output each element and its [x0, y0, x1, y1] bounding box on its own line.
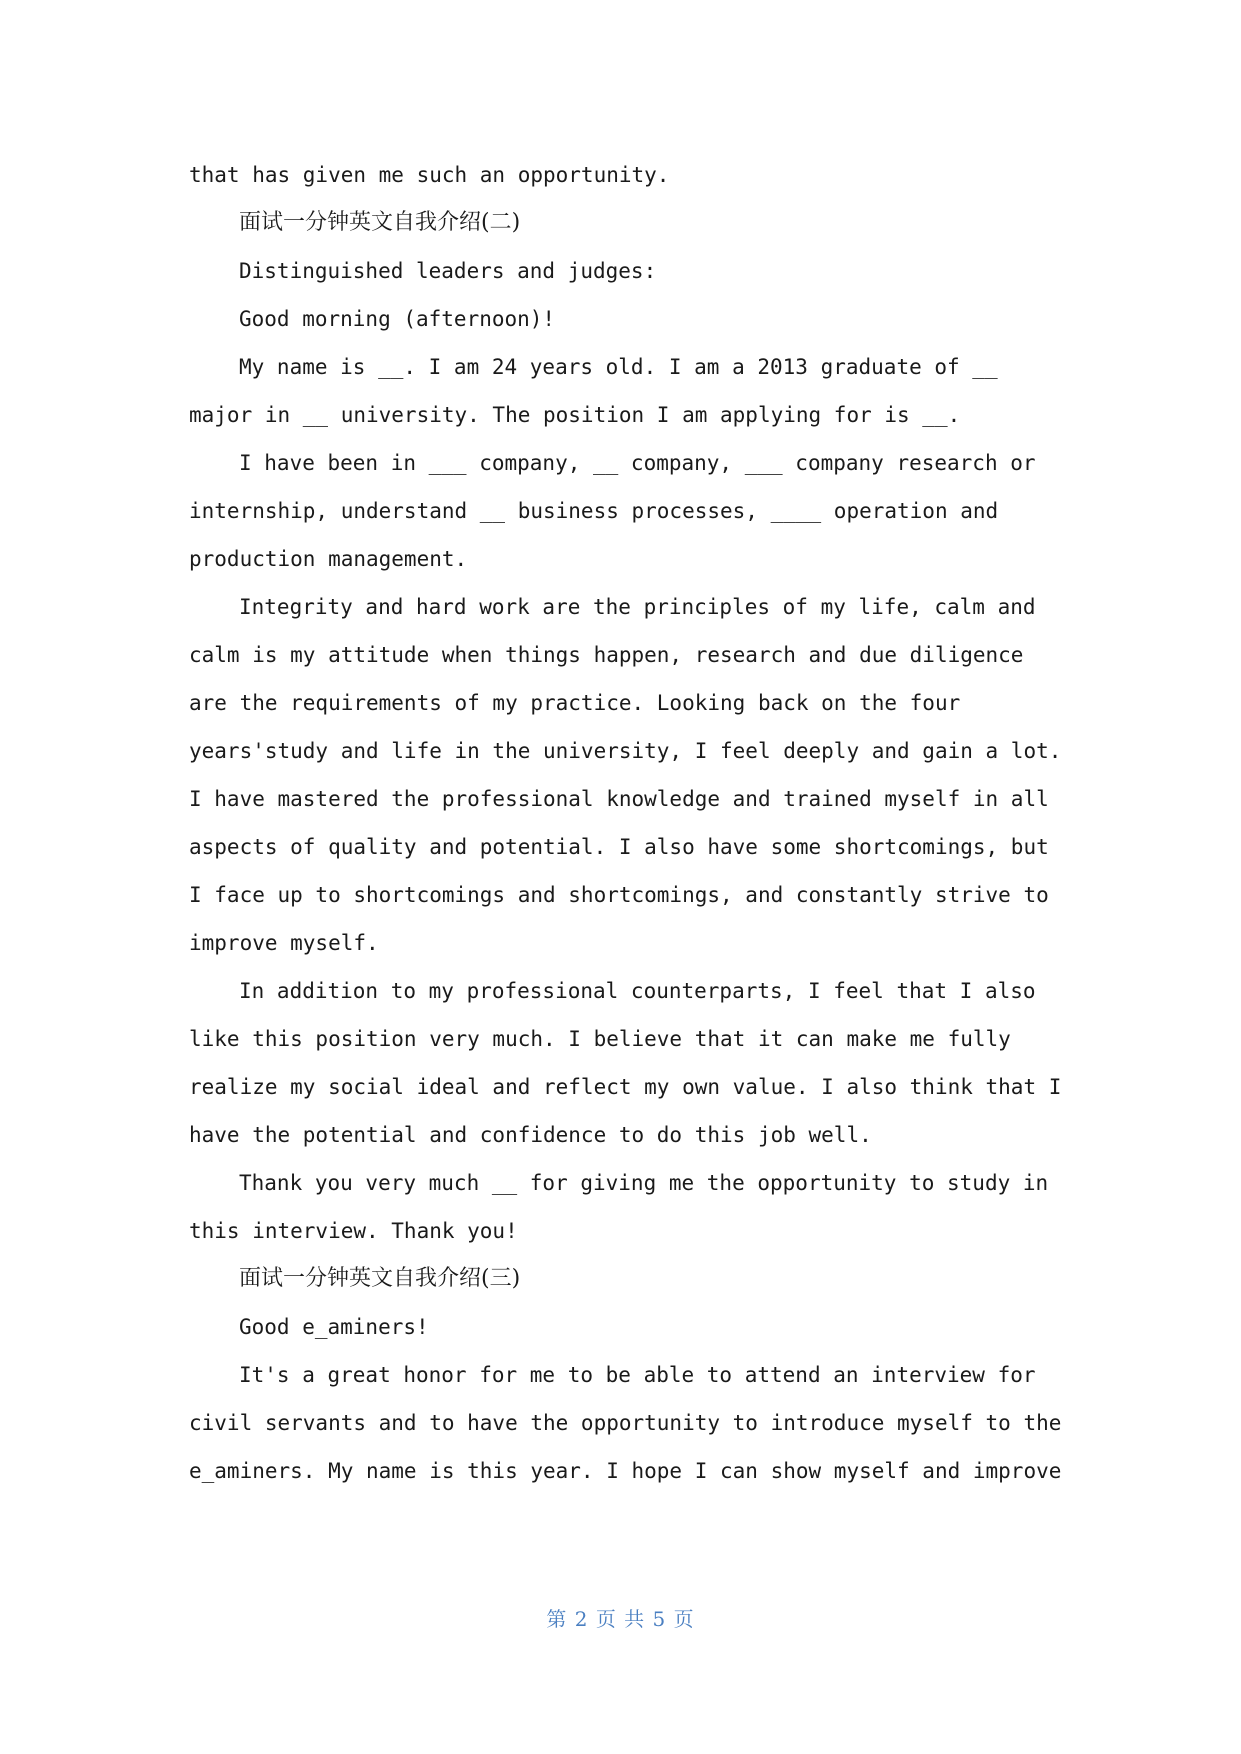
paragraph-line: calm is my attitude when things happen, research and due diligence: [189, 643, 1024, 667]
paragraph-line: Good morning (afternoon)!: [239, 307, 556, 331]
paragraph-line: I have mastered the professional knowledge and trained myself in all: [189, 787, 1049, 811]
paragraph-line: are the requirements of my practice. Looking back on the four: [189, 691, 961, 715]
paragraph-line: Thank you very much __ for giving me the opportunity to study in: [239, 1171, 1049, 1195]
paragraph-line: internship, understand __ business processes, ____ operation and: [189, 499, 999, 523]
paragraph-line: like this position very much. I believe that it can make me fully: [189, 1027, 1011, 1051]
section-heading: 面试一分钟英文自我介绍(三): [239, 1266, 521, 1291]
paragraph-line: I face up to shortcomings and shortcomings, and constantly strive to: [189, 883, 1049, 907]
paragraph-line: It's a great honor for me to be able to attend an interview for: [239, 1363, 1036, 1387]
paragraph-line: years'study and life in the university, I feel deeply and gain a lot.: [189, 739, 1062, 763]
paragraph-line: My name is __. I am 24 years old. I am a 2013 graduate of __: [239, 355, 998, 379]
paragraph-line: Distinguished leaders and judges:: [239, 259, 657, 283]
paragraph-line: this interview. Thank you!: [189, 1219, 518, 1243]
paragraph-line: production management.: [189, 547, 468, 571]
paragraph-line: e_aminers. My name is this year. I hope I can show myself and improve: [189, 1459, 1062, 1483]
paragraph-line: have the potential and confidence to do this job well.: [189, 1123, 872, 1147]
section-heading: 面试一分钟英文自我介绍(二): [239, 210, 521, 235]
paragraph-line: aspects of quality and potential. I also have some shortcomings, but: [189, 835, 1049, 859]
paragraph-line: improve myself.: [189, 931, 379, 955]
page-number-footer: 第 2 页 共 5 页: [546, 1607, 695, 1631]
paragraph-line: Integrity and hard work are the principles of my life, calm and: [239, 595, 1036, 619]
paragraph-line: In addition to my professional counterparts, I feel that I also: [239, 979, 1036, 1003]
paragraph-line: I have been in ___ company, __ company, ___ company research or: [239, 451, 1036, 475]
paragraph-line: civil servants and to have the opportunity to introduce myself to the: [189, 1411, 1062, 1435]
paragraph-line: realize my social ideal and reflect my own value. I also think that I: [189, 1075, 1062, 1099]
paragraph-line: Good e_aminers!: [239, 1315, 429, 1339]
paragraph-line: major in __ university. The position I am applying for is __.: [189, 403, 961, 427]
paragraph-line: that has given me such an opportunity.: [189, 163, 670, 187]
